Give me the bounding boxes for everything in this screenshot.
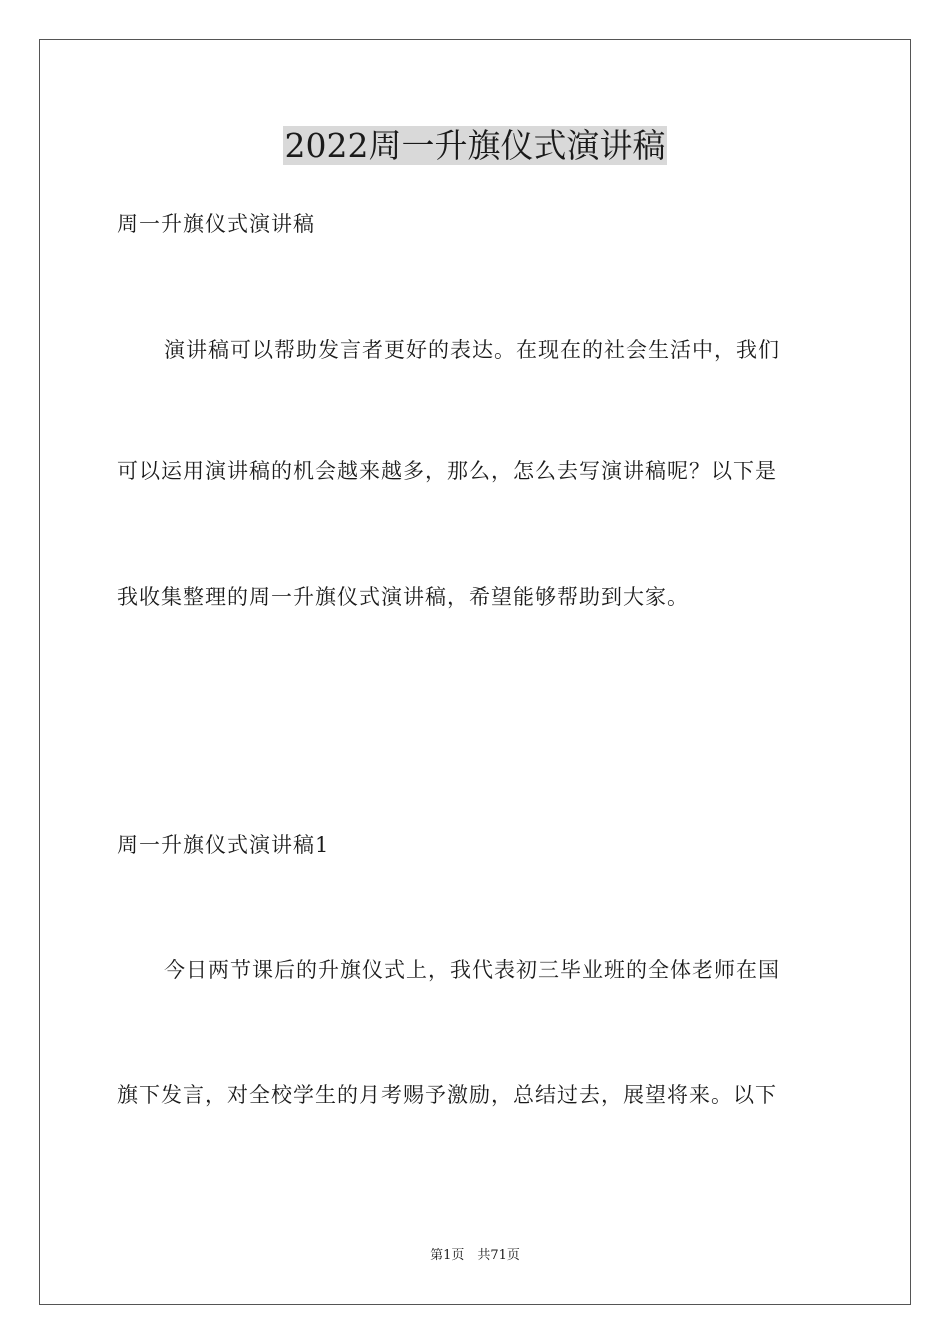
document-title xyxy=(0,124,950,168)
document-title-text: 2022周一升旗仪式演讲稿 xyxy=(284,126,666,165)
section-heading: 周一升旗仪式演讲稿1 xyxy=(117,833,330,857)
intro-paragraph-line: 我收集整理的周一升旗仪式演讲稿，希望能够帮助到大家。 xyxy=(117,585,689,609)
intro-paragraph-line: 演讲稿可以帮助发言者更好的表达。在现在的社会生活中，我们 xyxy=(164,338,780,362)
section-paragraph-line: 旗下发言，对全校学生的月考赐予激励，总结过去，展望将来。以下 xyxy=(117,1083,777,1107)
page-number-footer: 第1页 共71页 xyxy=(430,1248,520,1263)
intro-paragraph-line: 可以运用演讲稿的机会越来越多，那么，怎么去写演讲稿呢？以下是 xyxy=(117,459,777,483)
section-paragraph-line: 今日两节课后的升旗仪式上，我代表初三毕业班的全体老师在国 xyxy=(164,958,780,982)
document-subtitle: 周一升旗仪式演讲稿 xyxy=(117,212,315,236)
